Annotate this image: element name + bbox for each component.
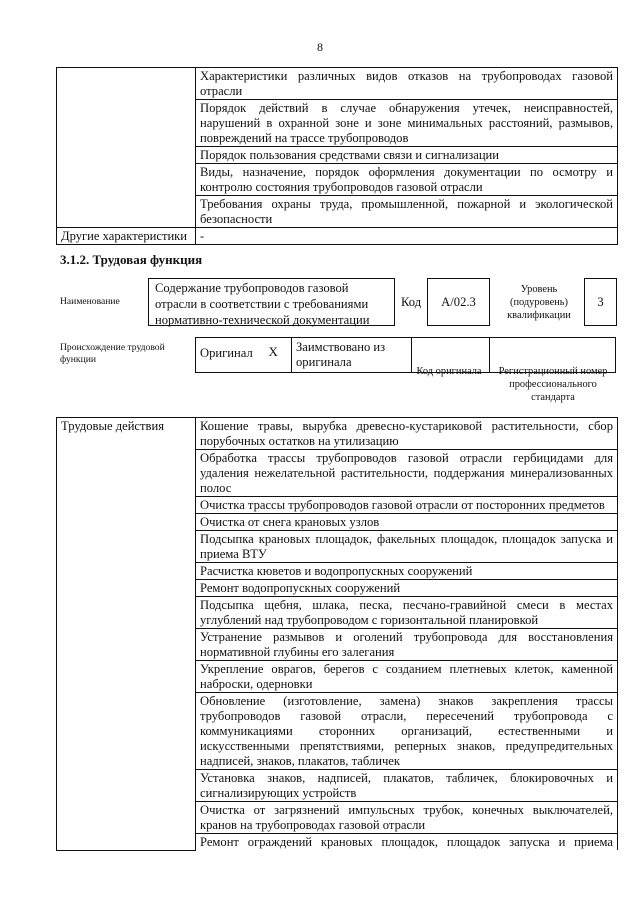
action-item: Расчистка кюветов и водопропускных сооружений bbox=[196, 563, 618, 580]
page-number: 8 bbox=[317, 40, 323, 54]
row-label bbox=[57, 68, 196, 100]
function-name-box bbox=[148, 278, 395, 326]
action-item: Укрепление оврагов, берегов с созданием плетневых клеток, каменной наброски, одерновки bbox=[196, 661, 618, 693]
action-item: Устранение размывов и оголений трубопровода для восстановления нормативной глубины его залегания bbox=[196, 629, 618, 661]
row-text: Порядок пользования средствами связи и сигнализации bbox=[196, 147, 618, 164]
table-row bbox=[57, 418, 618, 450]
table-row bbox=[57, 196, 618, 228]
action-item: Очистка от загрязнений импульсных трубок, конечных выключателей, кранов на трубопроводах газовой отрасли bbox=[196, 802, 618, 834]
action-item: Обновление (изготовление, замена) знаков закрепления трассы трубопроводов газовой отрасли, пересечений трубопровода с коммуникациями сторонних организаций, естественными и искусственными препятствиями, реперных знаков, предупредительных надписей, знаков, плакатов, табличек bbox=[196, 693, 618, 770]
action-item: Ремонт водопропускных сооружений bbox=[196, 580, 618, 597]
table-row bbox=[57, 68, 618, 100]
action-item: Обработка трассы трубопроводов газовой отрасли гербицидами для удаления нежелательной растительности, поддержания минерализованных полос bbox=[196, 450, 618, 497]
section-title: 3.1.2. Трудовая функция bbox=[60, 252, 203, 267]
table-row bbox=[57, 100, 618, 147]
function-name-value: Содержание трубопроводов газовой отрасли в соответствии с требованиями нормативно-технической документации bbox=[155, 281, 370, 327]
action-item: Подсыпка щебня, шлака, песка, песчано-гравийной смеси в местах углублений над трубопроводом с горизонтальной планировкой bbox=[196, 597, 618, 629]
labor-actions-table bbox=[56, 417, 618, 851]
row-label bbox=[57, 147, 196, 164]
action-item: Ремонт ограждений крановых площадок, площадок запуска и приема bbox=[196, 834, 618, 851]
action-item: Подсыпка крановых площадок, факельных площадок, площадок запуска и приема ВТУ bbox=[196, 531, 618, 563]
row-label bbox=[57, 164, 196, 196]
table-row bbox=[57, 164, 618, 196]
row-text: Виды, назначение, порядок оформления документации по осмотру и контролю состояния трубопроводов газовой отрасли bbox=[196, 164, 618, 196]
code-original-caption: Код оригинала bbox=[416, 366, 482, 377]
level-value: 3 bbox=[597, 295, 604, 309]
code-box bbox=[427, 278, 490, 326]
name-label: Наименование bbox=[60, 296, 120, 307]
code-value: А/02.3 bbox=[441, 295, 476, 309]
level-box bbox=[584, 278, 617, 326]
action-item: Очистка трассы трубопроводов газовой отрасли от посторонних предметов bbox=[196, 497, 618, 514]
borrowed-label: Заимствовано из оригинала bbox=[292, 338, 412, 373]
table-row bbox=[57, 228, 618, 245]
original-mark: X bbox=[256, 338, 292, 373]
knowledge-table bbox=[56, 67, 618, 245]
action-item: Очистка от снега крановых узлов bbox=[196, 514, 618, 531]
row-text: Порядок действий в случае обнаружения утечек, неисправностей, нарушений в охранной зоне и зоне минимальных расстояний, размывов, повреждений на трассе трубопроводов bbox=[196, 100, 618, 147]
row-label bbox=[57, 196, 196, 228]
code-label: Код bbox=[401, 295, 422, 309]
original-label: Оригинал bbox=[196, 338, 256, 373]
row-text: Характеристики различных видов отказов на трубопроводах газовой отрасли bbox=[196, 68, 618, 100]
reg-number-caption: Регистрационный номер профессионального стандарта bbox=[498, 366, 608, 403]
row-text: Требования охраны труда, промышленной, пожарной и экологической безопасности bbox=[196, 196, 618, 228]
action-item: Установка знаков, надписей, плакатов, табличек, блокировочных и сигнализирующих устройств bbox=[196, 770, 618, 802]
labor-actions-label: Трудовые действия bbox=[57, 418, 196, 851]
row-label bbox=[57, 100, 196, 147]
origin-label: Происхождение трудовой функции bbox=[60, 342, 165, 365]
row-text: - bbox=[196, 228, 618, 245]
table-row bbox=[57, 147, 618, 164]
action-item: Кошение травы, вырубка древесно-кустариковой растительности, сбор порубочных остатков на утилизацию bbox=[196, 418, 618, 450]
row-label: Другие характеристики bbox=[57, 228, 196, 245]
level-label: Уровень (подуровень) квалификации bbox=[507, 284, 571, 321]
